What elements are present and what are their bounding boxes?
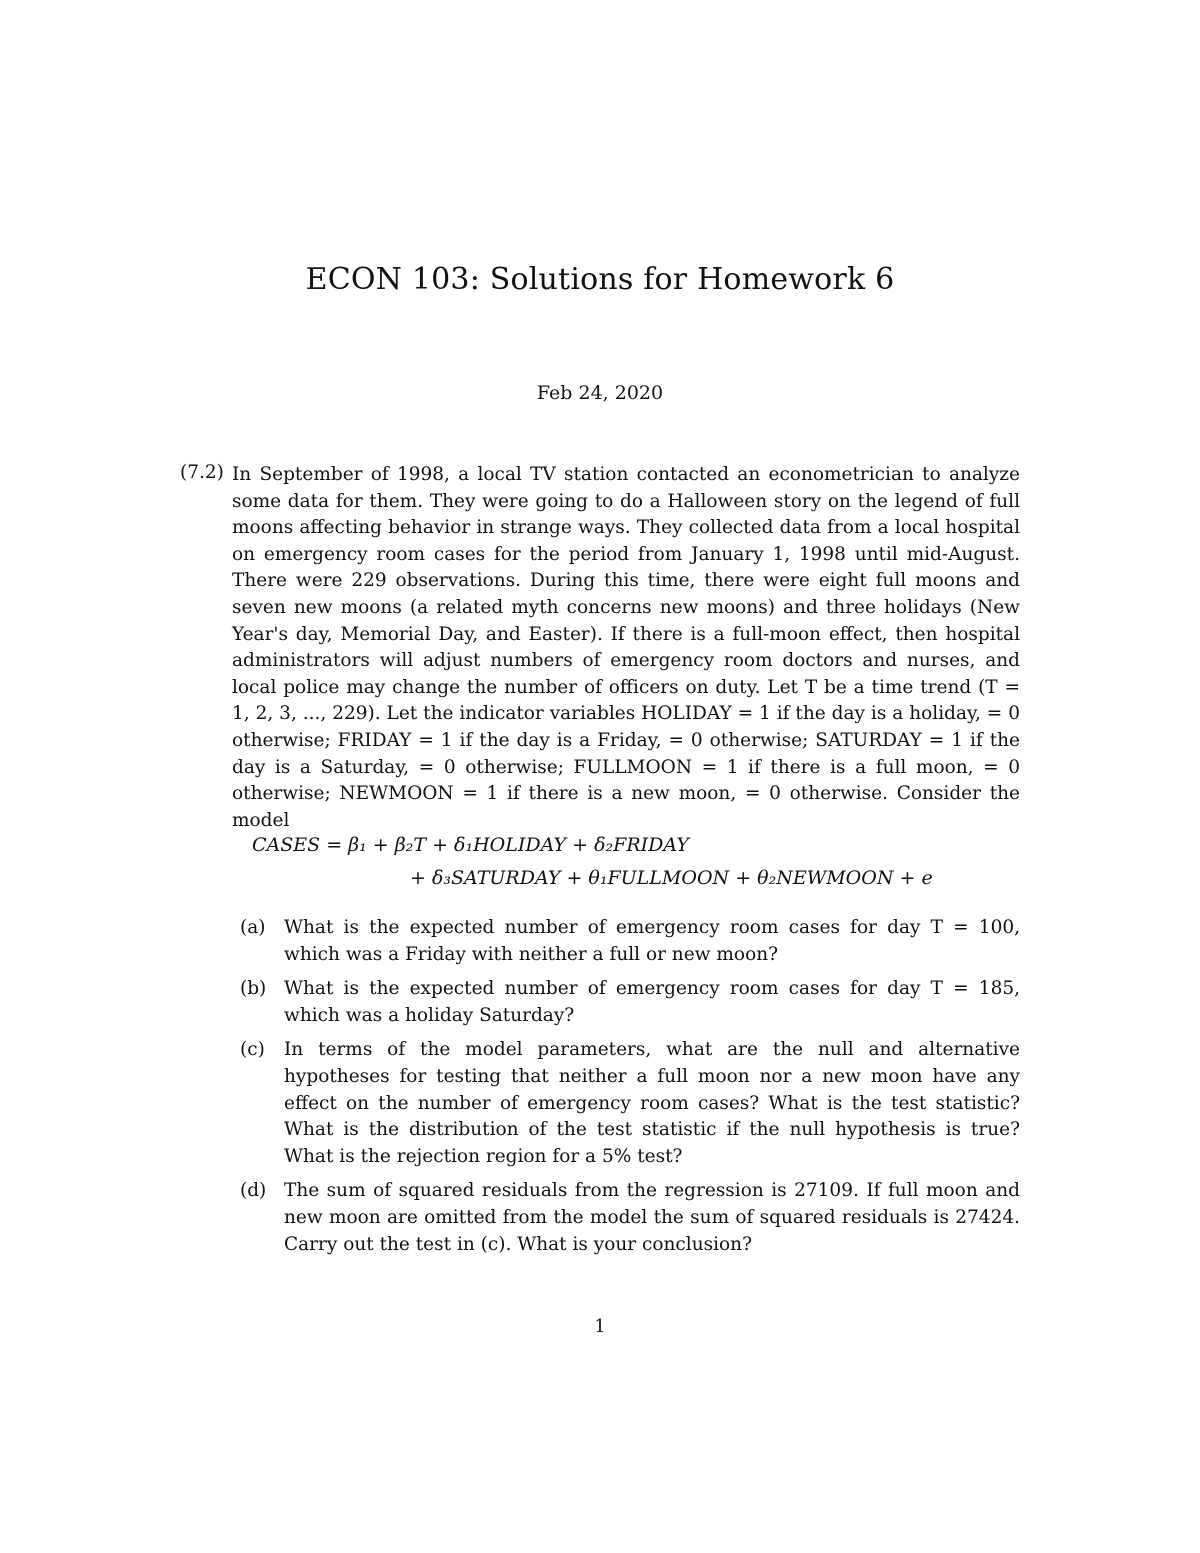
part-text: The sum of squared residuals from the regression is 27109. If full moon and new moon are omitted from the model the sum of squared residuals is 27424. Carry out the test in (c). What is your conclusion? [284,1180,1020,1255]
page-number: 1 [594,1316,606,1337]
document-date: Feb 24, 2020 [536,382,664,404]
part-label: (c) [240,1039,265,1061]
part-label: (a) [240,917,266,938]
question-part-d [232,1178,1020,1258]
question-part-a [232,915,1020,968]
question-part-b [232,976,1020,1029]
part-label: (b) [240,978,267,1000]
model-equation-line-2: + δ₃SATURDAY + θ₁FULLMOON + θ₂NEWMOON + e [410,867,933,889]
model-equation-line-1: CASES = β₁ + β₂T + δ₁HOLIDAY + δ₂FRIDAY [252,834,689,856]
problem-body: In September of 1998, a local TV station contacted an econometrician to analyze some data for them. They were going to do a Halloween story on the legend of full moons affecting behavior in strange ways. They collected data from a local hospital on emergency room cases for the period from January 1, 1998 until mid-August. There were 229 observations. During this time, there were eight full moons and seven new moons (a related myth concerns new moons) and three holidays (New Year's day, Memorial Day, and Easter). If there is a full-moon effect, then hospital administrators will adjust numbers of emergency room doctors and nurses, and local police may change the number of officers on duty. Let T be a time trend (T = 1, 2, 3, ..., 229). Let the indicator variables HOLIDAY = 1 if the day is a holiday, = 0 otherwise; FRIDAY = 1 if the day is a Friday, = 0 otherwise; SATURDAY = 1 if the day is a Saturday, = 0 otherwise; FULLMOON = 1 if there is a full moon, = 0 otherwise; NEWMOON = 1 if there is a new moon, = 0 otherwise. Consider the model [232,464,1020,831]
part-text: In terms of the model parameters, what are the null and alternative hypotheses for testing that neither a full moon nor a new moon have any effect on the number of emergency room cases? What is the test statistic? What is the distribution of the test statistic if the null hypothesis is true? What is the rejection region for a 5% test? [284,1039,1020,1167]
part-text: What is the expected number of emergency room cases for day T = 100, which was a Friday with neither a full or new moon? [284,917,1020,965]
question-parts [232,915,1020,1266]
part-text: What is the expected number of emergency room cases for day T = 185, which was a holiday Saturday? [284,978,1020,1026]
problem-number: (7.2) [180,462,224,483]
document-title: ECON 103: Solutions for Homework 6 [305,262,895,297]
problem-statement [232,462,1020,834]
part-label: (d) [240,1180,267,1202]
question-part-c [232,1037,1020,1170]
